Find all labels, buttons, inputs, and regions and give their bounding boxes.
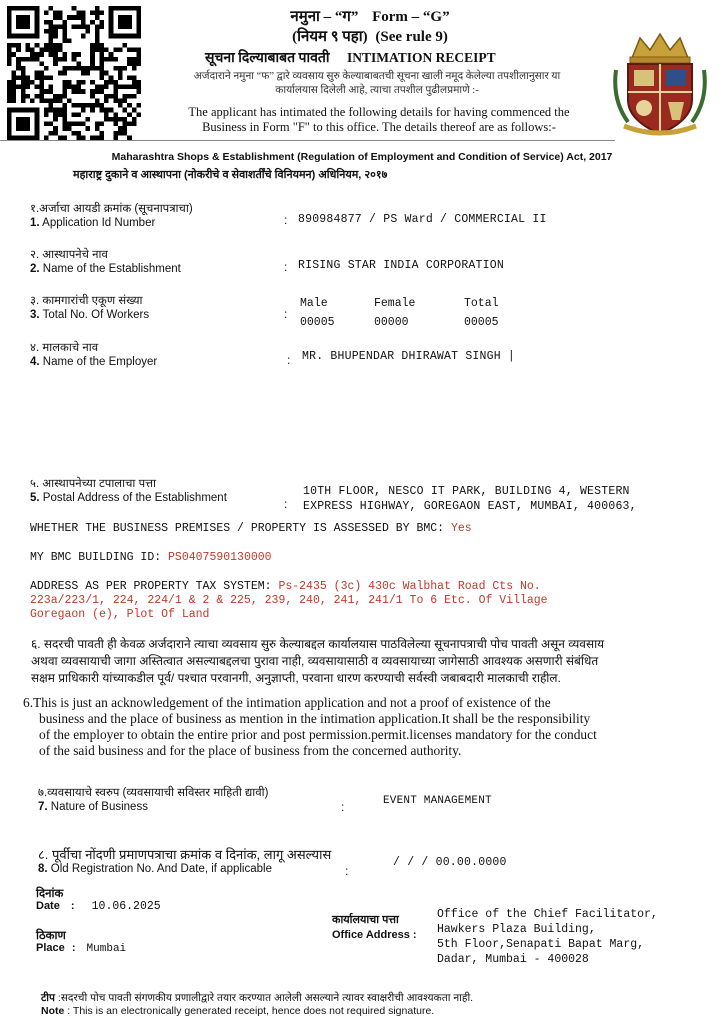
date-label-mr: दिनांक [36,888,64,900]
footer-note [41,992,473,1018]
disclaimer-en-line: of the employer to obtain the entire prior and post permission.permit.licenses mandatory for the conduct [39,727,597,742]
label-en: Name of the Establishment [42,263,181,275]
receipt-title [205,48,496,67]
rule-mr: (नियम ९ पहा) [292,29,368,45]
field-application-id-label [30,202,193,230]
bmc-building-value: PS0407590130000 [168,551,272,564]
label-mr: ४. मालकाचे नाव [30,342,99,354]
application-id-value: 890984877 / PS Ward / COMMERCIAL II [298,213,547,226]
form-title-mr: नमुना – “ग” [290,9,359,25]
disclaimer-mr-line: ६. सदरची पावती ही केवळ अर्जदाराने त्याचा व्यवसाय सुरु केल्याबद्दल कार्यालयास पाठविलेल्या सूचनापत्राची पोच पावती असून व्यवसाय [31,637,605,651]
intro-text-en [144,105,614,135]
address-line: 10TH FLOOR, NESCO IT PARK, BUILDING 4, WESTERN [303,485,630,498]
field-number: 1. [30,217,40,229]
colon: : [287,353,291,367]
label-mr: ८. पूर्वीचा नोंदणी प्रमाणपत्राचा क्रमांक व दिनांक, लागू असल्यास [38,847,332,862]
field-old-registration-label [38,848,331,876]
intro-en-line: The applicant has intimated the following details for having commenced the [188,105,570,119]
field-number: 3. [30,309,40,321]
colon: : [345,864,349,878]
note-label-mr: टीप [41,992,55,1004]
property-tax-value: Goregaon (e), Plot Of Land [30,608,210,621]
receipt-title-mr: सूचना दिल्याबाबत पावती [205,51,330,66]
intro-text-mr [147,70,607,98]
bmc-assessed-line [30,522,472,535]
date-place-block: दिनांक Date : 10.06.2025 ठिकाण Place : Mumbai [36,888,161,955]
disclaimer-en-line: 6.This is just an acknowledgement of the intimation application and not a proof of existence of the [23,695,551,710]
colon: : [284,497,288,511]
colon: : [341,800,345,814]
act-title-mr: महाराष्ट्र दुकाने व आस्थापना (नोकरीचे व सेवाशर्तींचे विनियमन) अधिनियम, २०१७ [73,169,388,181]
office-label-en: Office Address [332,929,410,941]
mcgm-emblem-icon [610,30,710,138]
intro-mr-line: कार्यालयास दिलेली आहे, त्याचा तपशील पुढीलप्रमाणे :- [275,85,479,96]
label-en: Name of the Employer [42,356,158,368]
place-value: Mumbai [86,943,127,955]
form-title [150,6,590,26]
header-divider [0,140,615,141]
office-address-label: कार्यालयाचा पत्ता Office Address : [332,914,417,941]
bmc-assessed-value: Yes [450,522,472,535]
field-number: 8. [38,863,48,875]
form-title-en: Form – “G” [372,9,450,25]
establishment-name-value: RISING STAR INDIA CORPORATION [298,259,504,272]
workers-male-value: 00005 [300,316,335,329]
disclaimer-en [23,695,723,759]
act-title-en: Maharashtra Shops & Establishment (Regulation of Employment and Condition of Service) Act, 2017 [111,151,613,163]
label-mr: ३. कामगारांची एकूण संख्या [30,295,143,307]
note-text-mr: :सदरची पोच पावती संगणकीय प्रणालीद्वारे तयार करण्यात आलेली असल्याने त्यावर स्वाक्षरीची आवश्यकता नाही. [57,992,474,1004]
property-tax-value: Ps-2435 (3c) 430c Walbhat Road Cts No. [278,580,541,593]
field-nature-of-business-label [38,786,268,814]
workers-female-value: 00000 [374,316,409,329]
label-en: Total No. Of Workers [42,309,150,321]
field-number: 2. [30,263,40,275]
office-address-line: Dadar, Mumbai - 400028 [437,953,589,966]
label-mr: ५. आस्थापनेच्या टपालाचा पत्ता [30,478,157,490]
postal-address-value [303,484,637,514]
field-total-workers-label [30,294,149,322]
office-address-line: Hawkers Plaza Building, [437,923,596,936]
intro-en-line: Business in Form "F" to this office. The details thereof are as follows:- [202,120,556,134]
address-line: EXPRESS HIGHWAY, GOREGAON EAST, MUMBAI, 400063, [303,500,637,513]
disclaimer-mr-line: अथवा व्यवसायाची जागा अस्तित्वात असल्याबद्दलचा पुरावा नाही, व्यवसायासाठी व व्यवसायाच्या जागेसाठी आवश्यक असणारी संबंधित [31,654,599,668]
field-employer-name-label [30,341,157,369]
bmc-building-line [30,551,272,564]
rule-reference [150,26,590,46]
disclaimer-mr [31,636,721,687]
place-label-en: Place [36,942,65,954]
intro-mr-line: अर्जदाराने नमुना “फ” द्वारे व्यवसाय सुरु केल्याबाबतची सूचना खाली नमूद केलेल्या तपशीलानुसार या [193,71,561,82]
label-en: Postal Address of the Establishment [42,492,227,504]
workers-total-value: 00005 [464,316,499,329]
property-tax-label: ADDRESS AS PER PROPERTY TAX SYSTEM: [30,580,272,593]
employer-name-value: MR. BHUPENDAR DHIRAWAT SINGH | [302,350,516,363]
bmc-assessed-label: WHETHER THE BUSINESS PREMISES / PROPERTY IS ASSESSED BY BMC: [30,522,445,535]
field-number: 5. [30,492,40,504]
receipt-title-en: INTIMATION RECEIPT [347,50,496,65]
rule-en: (See rule 9) [375,29,448,45]
workers-total-header: Total [464,297,499,310]
date-value: 10.06.2025 [91,900,161,913]
property-tax-address [30,580,548,622]
field-number: 7. [38,801,48,813]
place-label-mr: ठिकाण [36,930,66,942]
label-en: Old Registration No. And Date, if applicable [50,863,272,875]
label-mr: १.अर्जाचा आयडी क्रमांक (सूचनापत्राचा) [30,203,193,215]
property-tax-value: 223a/223/1, 224, 224/1 & 2 & 225, 239, 240, 241, 241/1 To 6 Etc. Of Village [30,594,548,607]
field-number: 4. [30,356,40,368]
label-mr: २. आस्थापनेचे नाव [30,249,108,261]
label-en: Application Id Number [42,217,156,229]
disclaimer-en-line: business and the place of business as mention in the intimation application.It shall be the responsibility [39,711,591,726]
date-label-en: Date [36,900,60,912]
office-address-line: 5th Floor,Senapati Bapat Marg, [437,938,645,951]
office-address-value [437,907,658,967]
colon: : [284,307,288,321]
label-mr: ७.व्यवसायाचे स्वरुप (व्यवसायाची सविस्तर माहिती द्यावी) [38,787,269,799]
field-postal-address-label [30,477,227,505]
colon: : [284,213,288,227]
disclaimer-en-line: of the said business and for the place of business from the concerned authority. [39,743,462,758]
label-en: Nature of Business [50,801,148,813]
office-address-line: Office of the Chief Facilitator, [437,908,658,921]
bmc-building-label: MY BMC BUILDING ID: [30,551,162,564]
disclaimer-mr-line: सक्षम प्राधिकारी यांच्याकडील पूर्व/ पश्चात परवानगी, अनुज्ञाप्ती, परवाना धारण करण्याची सर्वस्वी जबाबदारी मालकाची राहील. [31,671,561,685]
workers-female-header: Female [374,297,416,310]
field-establishment-name-label [30,248,181,276]
nature-of-business-value: EVENT MANAGEMENT [383,795,492,807]
note-text-en: : This is an electronically generated receipt, hence does not required signature. [67,1005,435,1017]
office-label-mr: कार्यालयाचा पत्ता [332,914,399,926]
note-label-en: Note [41,1005,65,1017]
qr-code-icon [7,6,141,140]
colon: : [284,260,288,274]
old-registration-value: / / / 00.00.0000 [393,856,507,869]
workers-male-header: Male [300,297,328,310]
